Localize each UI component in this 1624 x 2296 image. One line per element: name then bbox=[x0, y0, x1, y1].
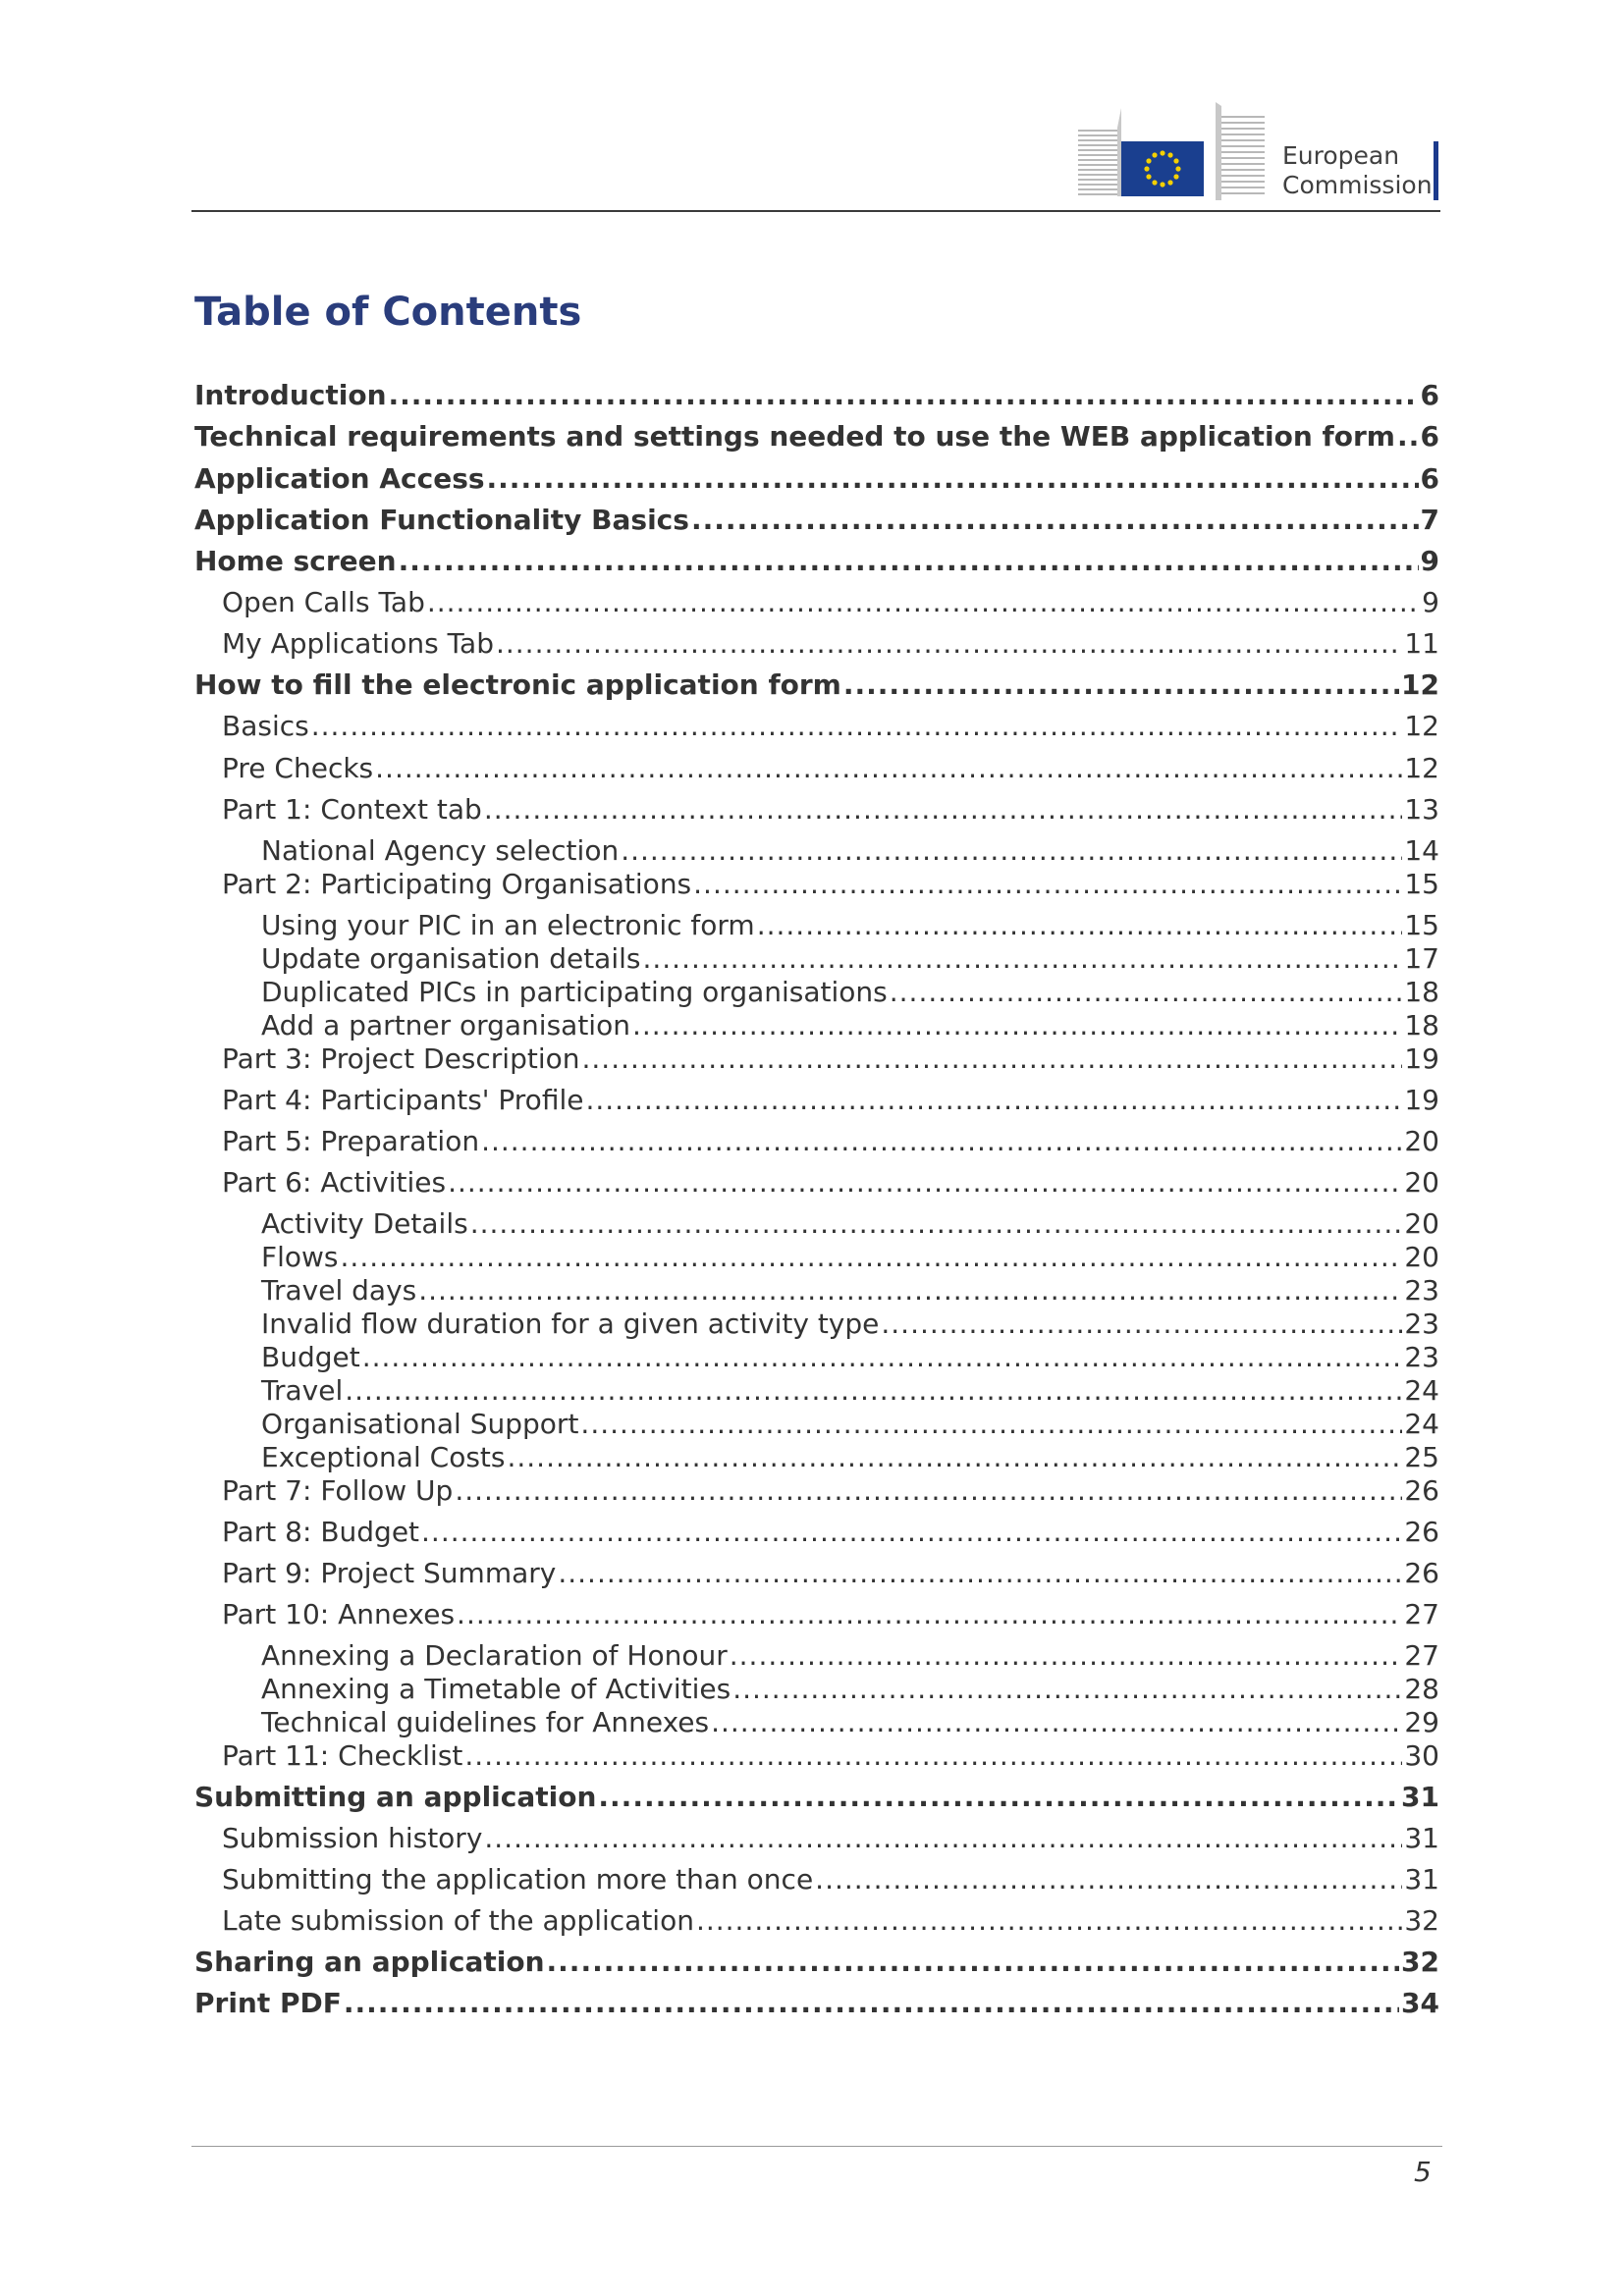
toc-entry-page: 32 bbox=[1404, 1904, 1439, 1937]
toc-entry-page: 6 bbox=[1420, 420, 1439, 453]
toc-entry-page: 15 bbox=[1404, 868, 1439, 900]
toc-entry-leader bbox=[621, 834, 1402, 868]
footer-divider bbox=[191, 2146, 1442, 2147]
toc-entry[interactable] bbox=[194, 868, 1439, 901]
toc-entry-title: Travel bbox=[261, 1374, 344, 1407]
toc-entry-leader bbox=[696, 1904, 1402, 1938]
toc-entry-leader bbox=[547, 1946, 1400, 1979]
toc-entry-title: Submitting the application more than once bbox=[222, 1863, 814, 1896]
toc-entry[interactable] bbox=[194, 1706, 1439, 1739]
toc-entry[interactable] bbox=[194, 942, 1439, 976]
toc-entry[interactable] bbox=[194, 1739, 1439, 1773]
toc-entry-leader bbox=[632, 1009, 1402, 1042]
toc-entry-page: 19 bbox=[1404, 1084, 1439, 1116]
toc-entry-title: Invalid flow duration for a given activity type bbox=[261, 1308, 880, 1340]
european-commission-logo bbox=[1078, 98, 1441, 201]
toc-entry-leader bbox=[464, 1739, 1402, 1773]
toc-entry-page: 26 bbox=[1404, 1474, 1439, 1507]
toc-entry[interactable] bbox=[194, 545, 1439, 578]
toc-entry-page: 31 bbox=[1401, 1781, 1439, 1813]
toc-entry-page: 20 bbox=[1404, 1207, 1439, 1240]
toc-entry-title: Organisational Support bbox=[261, 1408, 579, 1440]
toc-entry[interactable] bbox=[194, 1904, 1439, 1938]
toc-entry[interactable] bbox=[194, 1125, 1439, 1158]
toc-entry-page: 20 bbox=[1404, 1241, 1439, 1273]
toc-entry[interactable] bbox=[194, 1408, 1439, 1441]
toc-entry-leader bbox=[427, 586, 1420, 619]
toc-entry-title: Part 9: Project Summary bbox=[222, 1557, 557, 1589]
toc-entry-title: How to fill the electronic application form bbox=[194, 668, 841, 701]
toc-entry[interactable] bbox=[194, 1166, 1439, 1200]
toc-entry-title: Part 1: Context tab bbox=[222, 793, 482, 826]
toc-entry-page: 34 bbox=[1401, 1987, 1439, 2019]
toc-entry-title: Annexing a Timetable of Activities bbox=[261, 1673, 731, 1705]
toc-entry-page: 14 bbox=[1404, 834, 1439, 867]
toc-entry-leader bbox=[711, 1706, 1402, 1739]
toc-entry[interactable] bbox=[194, 1308, 1439, 1341]
toc-entry-title: Technical requirements and settings needed to use the WEB application form bbox=[194, 420, 1395, 453]
toc-entry-title: Travel days bbox=[261, 1274, 417, 1307]
toc-entry-leader bbox=[691, 504, 1419, 537]
toc-entry-title: Duplicated PICs in participating organisations bbox=[261, 976, 888, 1008]
toc-entry-page: 26 bbox=[1404, 1516, 1439, 1548]
toc-entry-title: My Applications Tab bbox=[222, 627, 494, 660]
toc-entry-page: 23 bbox=[1404, 1274, 1439, 1307]
toc-entry[interactable] bbox=[194, 1341, 1439, 1374]
toc-title: Table of Contents bbox=[194, 290, 582, 335]
logo-text bbox=[1282, 141, 1433, 200]
toc-entry-page: 20 bbox=[1404, 1166, 1439, 1199]
toc-entry-page: 6 bbox=[1420, 379, 1439, 411]
toc-entry[interactable] bbox=[194, 1441, 1439, 1474]
toc-entry-leader bbox=[455, 1474, 1402, 1508]
toc-entry-page: 13 bbox=[1404, 793, 1439, 826]
toc-entry-leader bbox=[1397, 420, 1419, 454]
logo-line-european: European bbox=[1282, 141, 1400, 170]
toc-entry-page: 31 bbox=[1404, 1822, 1439, 1854]
toc-entry-leader bbox=[496, 627, 1402, 661]
toc-entry-title: Part 7: Follow Up bbox=[222, 1474, 454, 1507]
toc-entry-leader bbox=[487, 462, 1419, 496]
toc-entry-title: Sharing an application bbox=[194, 1946, 545, 1978]
toc-entry-title: Update organisation details bbox=[261, 942, 641, 975]
toc-entry-leader bbox=[484, 1822, 1402, 1855]
toc-entry-leader bbox=[484, 793, 1403, 827]
toc-entry-title: Basics bbox=[222, 710, 309, 742]
toc-entry-title: Open Calls Tab bbox=[222, 586, 425, 618]
toc-entry[interactable] bbox=[194, 834, 1439, 868]
toc-entry[interactable] bbox=[194, 586, 1439, 619]
toc-entry-leader bbox=[389, 379, 1419, 412]
toc-entry-page: 7 bbox=[1420, 504, 1439, 536]
toc-entry-title: Part 10: Annexes bbox=[222, 1598, 456, 1630]
toc-entry-title: Part 3: Project Description bbox=[222, 1042, 580, 1075]
logo-line-commission: Commission bbox=[1282, 171, 1433, 199]
toc-entry-title: Home screen bbox=[194, 545, 397, 577]
toc-entry[interactable] bbox=[194, 1863, 1439, 1896]
toc-entry-leader bbox=[421, 1516, 1402, 1549]
toc-entry-leader bbox=[732, 1673, 1402, 1706]
toc-entry[interactable] bbox=[194, 1084, 1439, 1117]
toc-entry[interactable] bbox=[194, 1474, 1439, 1508]
toc-entry[interactable] bbox=[194, 379, 1439, 412]
toc-entry-title: Annexing a Declaration of Honour bbox=[261, 1639, 728, 1672]
toc-entry-leader bbox=[693, 868, 1402, 901]
toc-entry-page: 28 bbox=[1404, 1673, 1439, 1705]
toc-entry-title: Part 5: Preparation bbox=[222, 1125, 480, 1157]
toc-entry-leader bbox=[470, 1207, 1403, 1241]
toc-entry-title: Part 6: Activities bbox=[222, 1166, 447, 1199]
toc-entry-page: 18 bbox=[1404, 976, 1439, 1008]
toc-entry-title: Budget bbox=[261, 1341, 360, 1373]
toc-entry[interactable] bbox=[194, 1557, 1439, 1590]
toc-entry-title: Activity Details bbox=[261, 1207, 468, 1240]
toc-entry[interactable] bbox=[194, 1374, 1439, 1408]
toc-entry-title: Pre Checks bbox=[222, 752, 374, 784]
toc-entry[interactable] bbox=[194, 710, 1439, 743]
toc-entry-leader bbox=[345, 1374, 1402, 1408]
toc-entry[interactable] bbox=[194, 752, 1439, 785]
toc-entry-page: 25 bbox=[1404, 1441, 1439, 1473]
toc-entry-page: 24 bbox=[1404, 1408, 1439, 1440]
toc-entry-page: 32 bbox=[1401, 1946, 1439, 1978]
toc-entry[interactable] bbox=[194, 1639, 1439, 1673]
toc-entry-leader bbox=[341, 1241, 1403, 1274]
toc-entry-leader bbox=[730, 1639, 1403, 1673]
toc-entry-leader bbox=[843, 668, 1399, 702]
toc-entry[interactable] bbox=[194, 462, 1439, 496]
toc-entry-page: 17 bbox=[1404, 942, 1439, 975]
toc-entry[interactable] bbox=[194, 668, 1439, 702]
toc-entry-leader bbox=[399, 545, 1419, 578]
toc-entry[interactable] bbox=[194, 1598, 1439, 1631]
toc-entry[interactable] bbox=[194, 793, 1439, 827]
toc-entry[interactable] bbox=[194, 1009, 1439, 1042]
toc-entry-page: 12 bbox=[1404, 752, 1439, 784]
toc-entry[interactable] bbox=[194, 1274, 1439, 1308]
toc-entry-page: 11 bbox=[1404, 627, 1439, 660]
toc-entry[interactable] bbox=[194, 1822, 1439, 1855]
toc-entry-leader bbox=[881, 1308, 1402, 1341]
toc-entry[interactable] bbox=[194, 504, 1439, 537]
toc-entry[interactable] bbox=[194, 1207, 1439, 1241]
toc-entry[interactable] bbox=[194, 1987, 1439, 2020]
toc-entry-page: 15 bbox=[1404, 909, 1439, 941]
toc-entry-leader bbox=[757, 909, 1403, 942]
toc-entry-page: 31 bbox=[1404, 1863, 1439, 1896]
toc-entry-title: Part 4: Participants' Profile bbox=[222, 1084, 584, 1116]
toc-entry-leader bbox=[311, 710, 1403, 743]
toc-entry-page: 27 bbox=[1404, 1639, 1439, 1672]
toc-entry[interactable] bbox=[194, 1516, 1439, 1549]
toc-entry-leader bbox=[558, 1557, 1402, 1590]
toc-entry-leader bbox=[375, 752, 1402, 785]
toc-entry-page: 23 bbox=[1404, 1341, 1439, 1373]
toc-entry-leader bbox=[507, 1441, 1402, 1474]
toc-entry-leader bbox=[418, 1274, 1402, 1308]
toc-entry-leader bbox=[457, 1598, 1402, 1631]
toc-entry[interactable] bbox=[194, 627, 1439, 661]
toc-entry[interactable] bbox=[194, 1042, 1439, 1076]
toc-entry-page: 9 bbox=[1420, 545, 1439, 577]
toc-entry-page: 12 bbox=[1401, 668, 1439, 701]
toc-entry-title: Using your PIC in an electronic form bbox=[261, 909, 755, 941]
toc-entry-leader bbox=[598, 1781, 1399, 1814]
toc-entry-page: 27 bbox=[1404, 1598, 1439, 1630]
toc-entry[interactable] bbox=[194, 1946, 1439, 1979]
toc-entry-title: Exceptional Costs bbox=[261, 1441, 506, 1473]
logo-accent-bar bbox=[1434, 141, 1438, 200]
toc-entry-title: Submission history bbox=[222, 1822, 483, 1854]
toc-entry-page: 12 bbox=[1404, 710, 1439, 742]
toc-entry[interactable] bbox=[194, 1781, 1439, 1814]
toc-entry-title: Technical guidelines for Annexes bbox=[261, 1706, 710, 1738]
toc-entry-title: Part 8: Budget bbox=[222, 1516, 420, 1548]
toc-entry-page: 9 bbox=[1422, 586, 1439, 618]
toc-entry-leader bbox=[344, 1987, 1399, 2020]
commission-building-icon bbox=[1078, 98, 1274, 201]
toc-entry-page: 30 bbox=[1404, 1739, 1439, 1772]
toc-entry-title: Print PDF bbox=[194, 1987, 342, 2019]
toc-entry-page: 26 bbox=[1404, 1557, 1439, 1589]
toc-entry-page: 23 bbox=[1404, 1308, 1439, 1340]
toc-entry-leader bbox=[580, 1408, 1402, 1441]
toc-entry-title: Application Access bbox=[194, 462, 485, 495]
toc-entry[interactable] bbox=[194, 420, 1439, 454]
toc-entry-title: Application Functionality Basics bbox=[194, 504, 689, 536]
page-number: 5 bbox=[1414, 2156, 1432, 2188]
toc-entry-title: Part 11: Checklist bbox=[222, 1739, 463, 1772]
header-divider bbox=[191, 210, 1440, 212]
toc-entry-page: 19 bbox=[1404, 1042, 1439, 1075]
toc-entry-leader bbox=[362, 1341, 1403, 1374]
toc-entry-page: 6 bbox=[1420, 462, 1439, 495]
toc-entry-leader bbox=[448, 1166, 1402, 1200]
toc-entry-title: National Agency selection bbox=[261, 834, 620, 867]
toc-entry[interactable] bbox=[194, 909, 1439, 942]
toc-entry-leader bbox=[585, 1084, 1402, 1117]
toc-entry-title: Part 2: Participating Organisations bbox=[222, 868, 692, 900]
toc-entry-title: Add a partner organisation bbox=[261, 1009, 630, 1041]
toc-entry[interactable] bbox=[194, 976, 1439, 1009]
toc-entry-leader bbox=[481, 1125, 1402, 1158]
toc-entry[interactable] bbox=[194, 1241, 1439, 1274]
toc-entry-page: 24 bbox=[1404, 1374, 1439, 1407]
toc-entry-page: 29 bbox=[1404, 1706, 1439, 1738]
toc-entry-title: Late submission of the application bbox=[222, 1904, 694, 1937]
toc-entry[interactable] bbox=[194, 1673, 1439, 1706]
toc-entry-leader bbox=[582, 1042, 1403, 1076]
toc-entry-title: Flows bbox=[261, 1241, 339, 1273]
toc-entry-leader bbox=[815, 1863, 1402, 1896]
toc-entry-title: Introduction bbox=[194, 379, 387, 411]
toc-entry-page: 18 bbox=[1404, 1009, 1439, 1041]
toc-entry-leader bbox=[642, 942, 1402, 976]
toc-entry-title: Submitting an application bbox=[194, 1781, 597, 1813]
toc-entry-page: 20 bbox=[1404, 1125, 1439, 1157]
toc-entry-leader bbox=[890, 976, 1403, 1009]
